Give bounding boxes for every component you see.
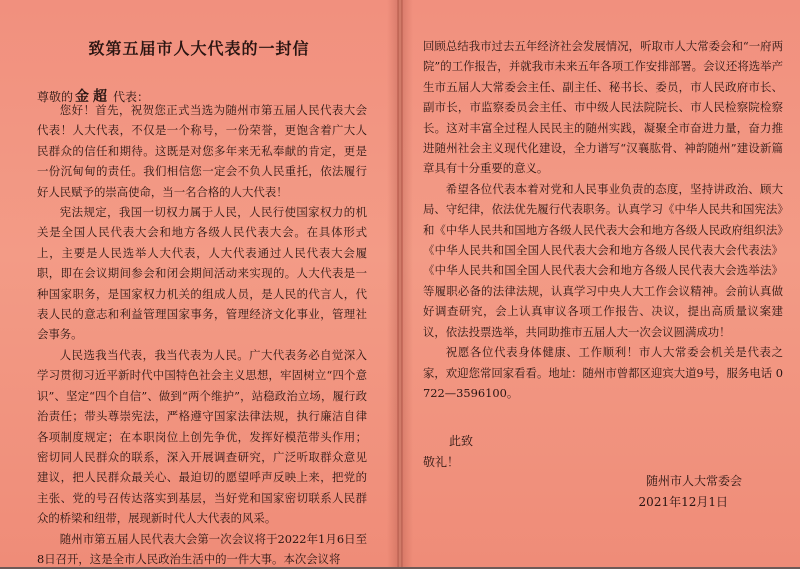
- signature-date: 2021年12月1日: [638, 495, 728, 509]
- fold-shadow: [403, 0, 413, 567]
- signature-org: 随州市人大常委会: [645, 474, 742, 488]
- paragraph: 宪法规定，我国一切权力属于人民，人民行使国家权力的机关是全国人民代表大会和地方各级人民代表大会。在具体形式上，主要是人民选举人大代表，人大代表通过人民代表大会履职，即在会议期间参会和闭会期间活动来实现的。人大代表是一种国家职务，是国家权力机关的组成人员，是人民的代言人，代表人民的意志和利益管理国家事务，管理经济文化事业，管理社会事务。: [37, 205, 367, 342]
- paragraph: 祝愿各位代表身体健康、工作顺利！市人大常委会机关是代表之家，欢迎您常回家看看。地址：随州市曾都区迎宾大道9号，服务电话 0722—3596100。: [423, 345, 783, 400]
- left-body-text: [37, 100, 367, 569]
- letter-title: 致第五届市人大代表的一封信: [88, 39, 310, 58]
- closing-line-2: 敬礼！: [423, 455, 460, 469]
- closing-line-1: 此致: [449, 434, 474, 448]
- left-page: [0, 0, 398, 567]
- right-page: [402, 0, 800, 567]
- salutation-suffix: 代表：: [113, 90, 150, 104]
- right-body-text: [423, 36, 783, 403]
- paragraph: 随州市第五届人民代表大会第一次会议将于2022年1月6日至8日召开，这是全市人民政治生活中的一件大事。本次会议将: [37, 531, 367, 566]
- paragraph: 您好！首先，祝贺您正式当选为随州市第五届人民代表大会代表！人大代表，不仅是一个称号，一份荣誉，更饱含着广大人民群众的信任和期待。这既是对您多年来无私奉献的肯定，更是一份沉甸甸的责任。我们相信您一定会不负人民重托，依法履行好人民赋予的崇高使命，当一名合格的人大代表！: [37, 103, 367, 199]
- salutation-prefix: 尊敬的: [37, 90, 74, 104]
- delegate-name: 金超: [75, 89, 112, 105]
- paragraph: 回顾总结我市过去五年经济社会发展情况，听取市人大常委会和“一府两院”的工作报告，并就我市未来五年各项工作安排部署。会议还将选举产生市五届人大常委会主任、副主任、秘书长、委员，市人民政府市长、副市长，市监察委员会主任、市中级人民法院院长、市人民检察院检察长。这对丰富全过程人民民主的随州实践，凝聚全市奋进力量，奋力推进随州社会主义现代化建设，全力谱写“汉襄肱骨、神韵随州”建设新篇章具有十分重要的意义。: [423, 39, 783, 176]
- paragraph: 希望各位代表本着对党和人民事业负责的态度，坚持讲政治、顾大局、守纪律，依法优先履行代表职务。认真学习《中华人民共和国宪法》和《中华人民共和国地方各级人民代表大会和地方各级人民政府组织法》《中华人民共和国全国人民代表大会和地方各级人民代表大会代表法》《中华人民共和国全国人民代表大会和地方各级人民代表大会选举法》等履职必备的法律法规，认真学习中央人大工作会议精神。会前认真做好调查研究，会上认真审议各项工作报告、决议，提出高质量议案建议，依法投票选举，共同助推市五届人大一次会议圆满成功！: [423, 181, 783, 339]
- fold-shadow: [387, 0, 397, 567]
- paragraph: 人民选我当代表，我当代表为人民。广大代表务必自觉深入学习贯彻习近平新时代中国特色社会主义思想，牢固树立“四个意识”、坚定“四个自信”、做到“两个维护”，站稳政治立场，履行政治责任；带头尊崇宪法，严格遵守国家法律法规，执行廉洁自律各项制度规定；在本职岗位上创先争优，发挥好模范带头作用；密切同人民群众的联系，深入开展调查研究，广泛听取群众意见建议，把人民群众最关心、最迫切的愿望呼声反映上来，把党的主张、党的号召传达落实到基层，当好党和国家密切联系人民群众的桥梁和纽带，展现新时代人大代表的风采。: [37, 347, 367, 526]
